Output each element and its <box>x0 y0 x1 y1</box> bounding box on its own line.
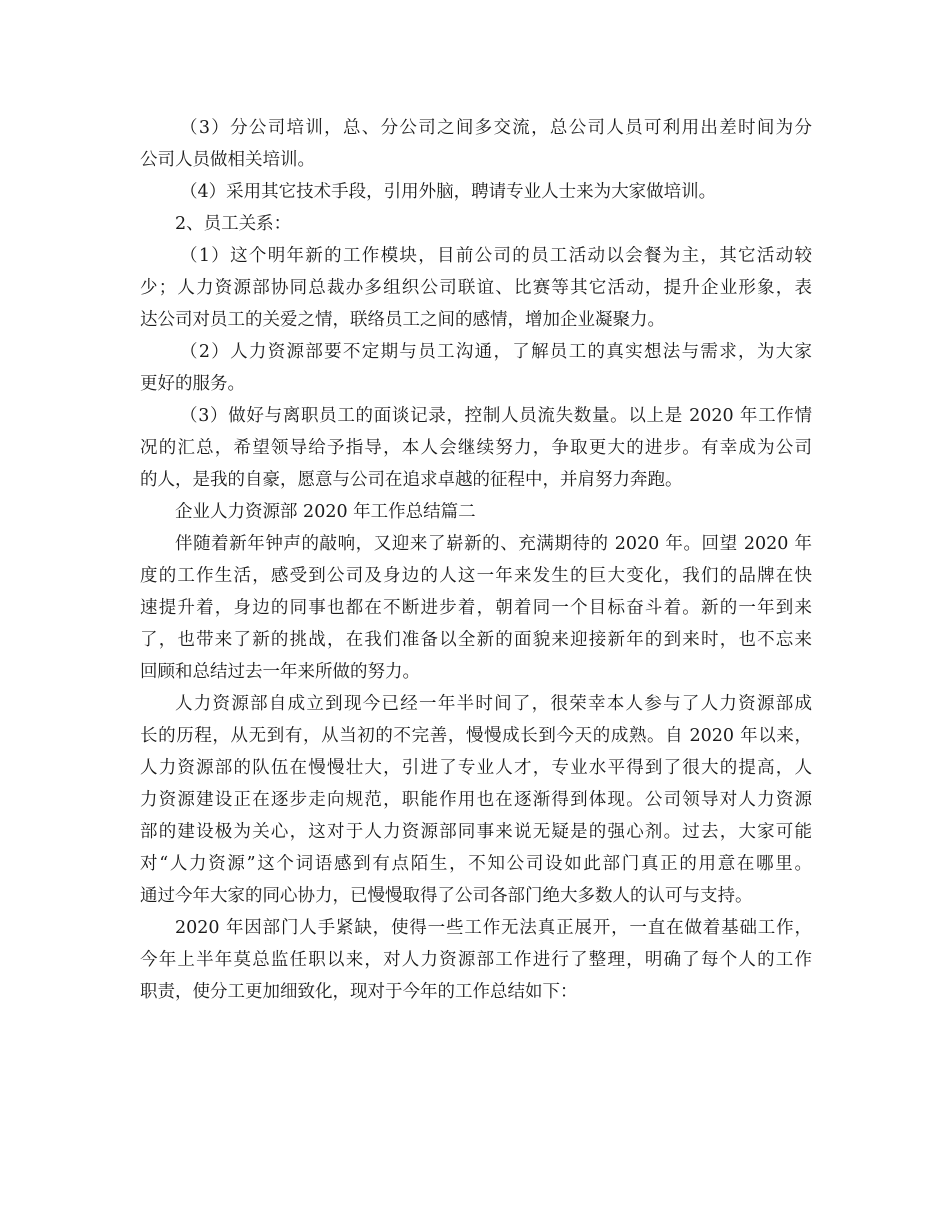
document-body <box>140 112 812 1008</box>
text-line: 况的汇总，希望领导给予指导，本人会继续努力，争取更大的进步。有幸成为公司 <box>140 438 812 458</box>
text-line: 少；人力资源部协同总裁办多组织公司联谊、比赛等其它活动，提升企业形象，表 <box>140 278 812 298</box>
text-line: （3）分公司培训，总、分公司之间多交流，总公司人员可利用出差时间为分 <box>180 118 812 138</box>
text-line: （4）采用其它技术手段，引用外脑，聘请专业人士来为大家做培训。 <box>180 182 717 202</box>
text-line: 2020 年因部门人手紧缺，使得一些工作无法真正展开，一直在做着基础工作， <box>175 918 812 938</box>
text-line: 职责，使分工更加细致化，现对于今年的工作总结如下： <box>140 982 578 1002</box>
text-line: （3）做好与离职员工的面谈记录，控制人员流失数量。以上是 2020 年工作情 <box>180 406 812 426</box>
text-line: 达公司对员工的关爱之情，联络员工之间的感情，增加企业凝聚力。 <box>140 310 665 330</box>
text-line: 了，也带来了新的挑战，在我们准备以全新的面貌来迎接新年的到来时，也不忘来 <box>140 630 812 650</box>
text-line: 力资源建设正在逐步走向规范，职能作用也在逐渐得到体现。公司领导对人力资源 <box>140 790 812 810</box>
text-line: （2）人力资源部要不定期与员工沟通，了解员工的真实想法与需求，为大家 <box>180 342 812 362</box>
text-line: 对“人力资源”这个词语感到有点陌生，不知公司设如此部门真正的用意在哪里。 <box>140 854 812 874</box>
text-line: 公司人员做相关培训。 <box>140 150 315 170</box>
text-line: 今年上半年莫总监任职以来，对人力资源部工作进行了整理，明确了每个人的工作 <box>140 950 812 970</box>
text-line: 长的历程，从无到有，从当初的不完善，慢慢成长到今天的成熟。自 2020 年以来， <box>140 726 812 746</box>
text-line: 人力资源部的队伍在慢慢壮大，引进了专业人才，专业水平得到了很大的提高，人 <box>140 758 812 778</box>
text-line: 部的建设极为关心，这对于人力资源部同事来说无疑是的强心剂。过去，大家可能 <box>140 822 812 842</box>
text-line: 更好的服务。 <box>140 374 245 394</box>
text-line: 速提升着，身边的同事也都在不断进步着，朝着同一个目标奋斗着。新的一年到来 <box>140 598 812 618</box>
text-line: 通过今年大家的同心协力，已慢慢取得了公司各部门绝大多数人的认可与支持。 <box>140 886 753 906</box>
text-line: （1）这个明年新的工作模块，目前公司的员工活动以会餐为主，其它活动较 <box>180 246 812 266</box>
text-line: 企业人力资源部 2020 年工作总结篇二 <box>175 502 476 522</box>
text-line: 度的工作生活，感受到公司及身边的人这一年来发生的巨大变化，我们的品牌在快 <box>140 566 812 586</box>
text-line: 的人，是我的自豪，愿意与公司在追求卓越的征程中，并肩努力奔跑。 <box>140 470 683 490</box>
text-line: 2、员工关系： <box>175 214 292 234</box>
text-line: 伴随着新年钟声的敲响，又迎来了崭新的、充满期待的 2020 年。回望 2020 年 <box>175 534 812 554</box>
text-line: 回顾和总结过去一年来所做的努力。 <box>140 662 420 682</box>
text-line: 人力资源部自成立到现今已经一年半时间了，很荣幸本人参与了人力资源部成 <box>175 694 812 714</box>
